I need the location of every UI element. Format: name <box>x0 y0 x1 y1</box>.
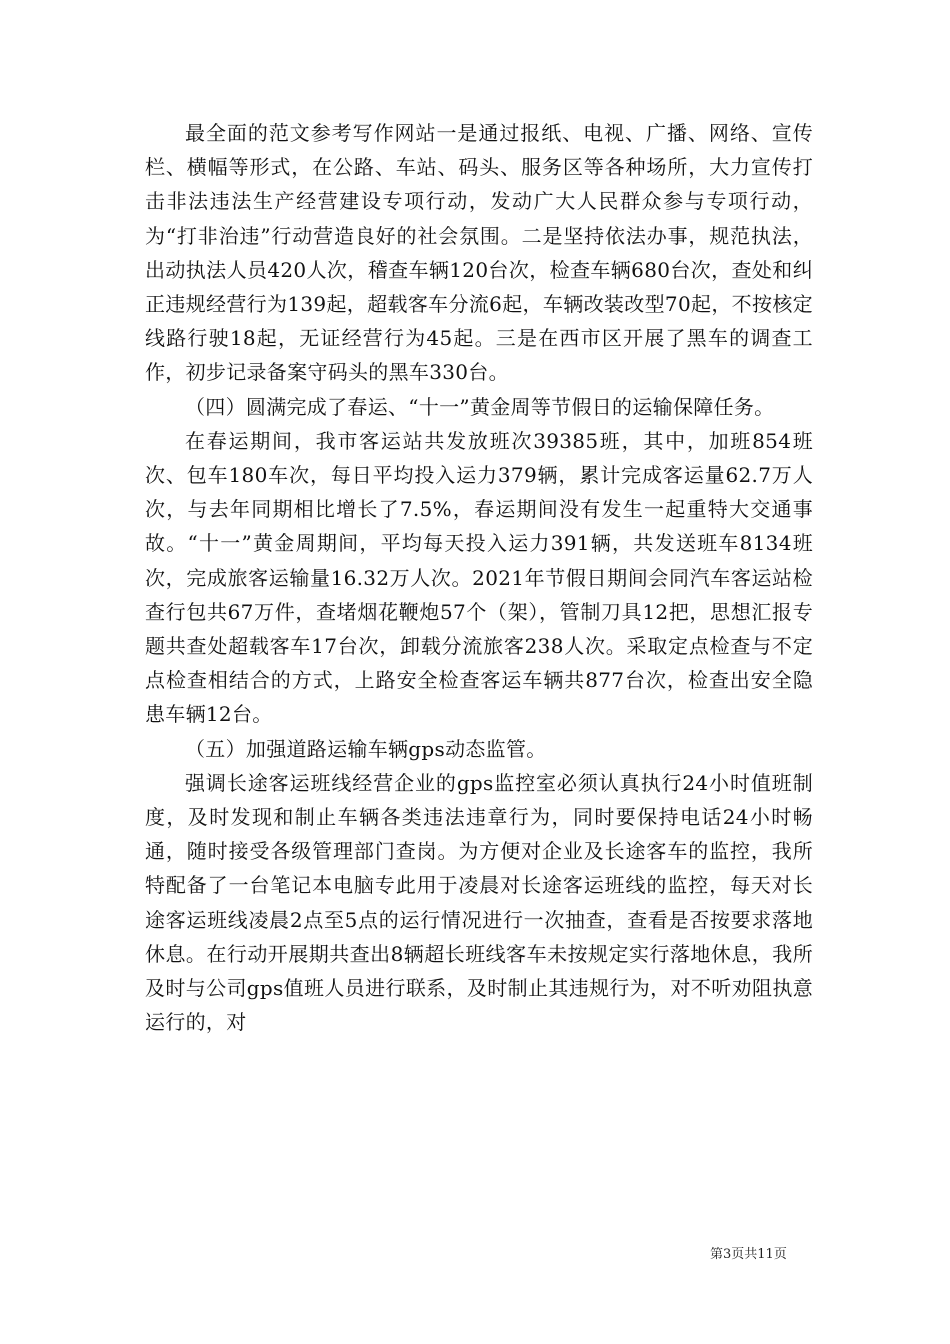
paragraph-spring-festival-transport: 在春运期间，我市客运站共发放班次39385班，其中，加班854班次、包车180车次，每日平均投入运力379辆，累计完成客运量62.7万人次，与去年同期相比增长了7.5%，春运期间没有发生一起重特大交通事故。“十一”黄金周期间，平均每天投入运力391辆，共发送班车8134班次，完成旅客运输量16.32万人次。2021年节假日期间会同汽车客运站检查行包共67万件，查堵烟花鞭炮57个（架），管制刀具12把，思想汇报专题共查处超载客车17台次，卸载分流旅客238人次。采取定点检查与不定点检查相结合的方式，上路安全检查客运车辆共877台次，检查出安全隐患车辆12台。 <box>145 428 813 727</box>
section-heading-four: （四）圆满完成了春运、“十一”黄金周等节假日的运输保障任务。 <box>185 394 775 419</box>
document-page <box>145 116 813 1039</box>
paragraph-gps-monitoring: 强调长途客运班线经营企业的gps监控室必须认真执行24小时值班制度，及时发现和制止车辆各类违法违章行为，同时要保持电话24小时畅通，随时接受各级管理部门查岗。为方便对企业及长途客车的监控，我所特配备了一台笔记本电脑专此用于凌晨对长途客运班线的监控，每天对长途客运班线凌晨2点至5点的运行情况进行一次抽查，查看是否按要求落地休息。在行动开展期共查出8辆超长班线客车未按规定实行落地休息，我所及时与公司gps值班人员进行联系，及时制止其违规行为，对不听劝阻执意运行的，对 <box>145 770 813 1035</box>
paragraph-publicity-enforcement: 最全面的范文参考写作网站一是通过报纸、电视、广播、网络、宣传栏、横幅等形式，在公路、车站、码头、服务区等各种场所，大力宣传打击非法违法生产经营建设专项行动，发动广大人民群众参与专项行动，为“打非治违”行动营造良好的社会氛围。二是坚持依法办事，规范执法，出动执法人员420人次，稽查车辆120台次，检查车辆680台次，查处和纠正违规经营行为139起，超载客车分流6起，车辆改装改型70起，不按核定线路行驶18起，无证经营行为45起。三是在西市区开展了黑车的调查工作，初步记录备案守码头的黑车330台。 <box>145 121 813 385</box>
section-heading-five: （五）加强道路运输车辆gps动态监管。 <box>185 736 547 761</box>
page-number: 第3页共11页 <box>710 1247 787 1262</box>
